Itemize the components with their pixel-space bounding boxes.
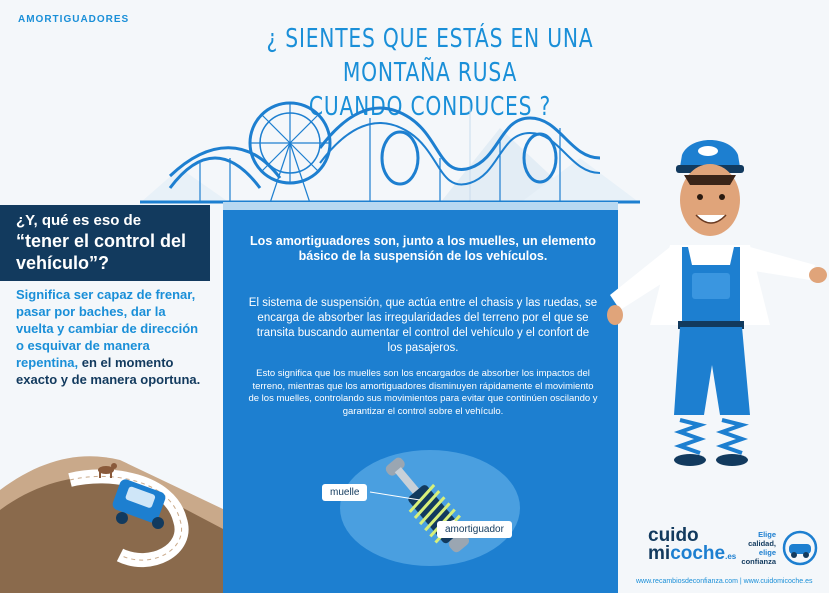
slogan-line-2: calidad,: [748, 539, 776, 548]
shock-absorber-illustration: [330, 448, 530, 578]
panel-paragraph: El sistema de suspensión, que actúa entre el chasis y las ruedas, se encarga de absorber las irregularidades del terreno por el que se transita buscando aumentar el control del vehículo y el confort de los pasajeros.: [248, 297, 598, 354]
footer-urls: www.recambiosdeconfianza.com | www.cuidomicoche.es: [636, 578, 813, 585]
panel-intro: Los amortiguadores son, junto a los muelles, un elemento básico de la suspensión de los vehículos.: [250, 234, 596, 263]
road-illustration: [0, 420, 225, 593]
spring-label: muelle: [322, 484, 367, 501]
logo-mi: mi: [648, 543, 671, 564]
roller-coaster-illustration: [140, 88, 640, 208]
logo-line-1: cuido: [648, 525, 699, 546]
title-line-2: CUANDO CONDUCES ?: [308, 92, 552, 122]
panel-top-strip: [223, 202, 618, 210]
question-line-2: “tener el control del vehículo”?: [16, 231, 187, 273]
cuidomicoche-logo: [648, 527, 748, 566]
car-logo-icon: [780, 530, 820, 566]
slogan-line-3: elige: [758, 548, 776, 557]
panel-detail: Esto significa que los muelles son los encargados de absorber los impactos del terreno, mientras que los amortiguadores disminuyen rápidamente el movimiento de los muelles, controlando sus movimientos para evitar que continúen oscilando y garantizar el control sobre el vehículo.: [248, 368, 598, 417]
answer-blue: Significa ser capaz de frenar, pasar por baches, dar la vuelta y cambiar de dirección o esquivar de manera repentina,: [16, 287, 199, 370]
section-label: AMORTIGUADORES: [18, 14, 130, 25]
mechanic-character: [600, 135, 829, 475]
logo-suffix: .es: [725, 552, 737, 561]
slogan-line-1: Elige: [758, 530, 776, 539]
answer-text: [16, 286, 206, 388]
slogan-logo: [738, 530, 776, 566]
logo-coche: coche: [670, 543, 726, 564]
question-line-1: ¿Y, qué es eso de: [16, 212, 142, 229]
shock-label: amortiguador: [437, 521, 512, 538]
logo-line-2: [648, 545, 748, 566]
slogan-line-4: confianza: [741, 557, 776, 566]
answer-dark: en el momento exacto y de manera oportuna.: [16, 355, 201, 387]
title-line-1: ¿ SIENTES QUE ESTÁS EN UNA MONTAÑA RUSA: [266, 24, 594, 88]
